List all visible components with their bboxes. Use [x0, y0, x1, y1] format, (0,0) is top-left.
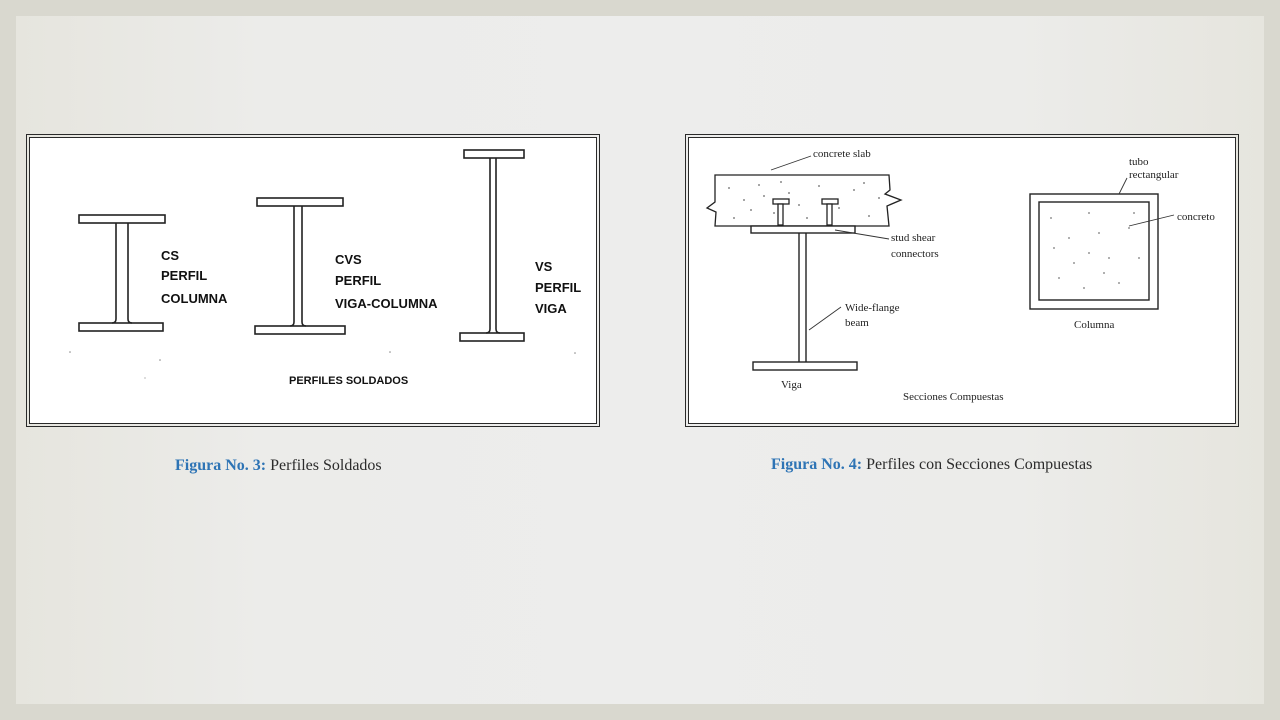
cs-line1-label: PERFIL [161, 268, 208, 283]
rectangular-label: rectangular [1129, 169, 1179, 181]
figure-4-caption [771, 456, 1092, 474]
figure-4-caption-label: Figura No. 4: [771, 456, 863, 473]
cs-line2-label: COLUMNA [161, 291, 228, 306]
cvs-line2-label: VIGA-COLUMNA [335, 296, 438, 311]
cs-i-beam-drawing [79, 215, 165, 331]
beam-label: beam [845, 317, 869, 329]
connectors-label: connectors [891, 248, 939, 260]
cvs-code-label: CVS [335, 252, 362, 267]
welded-profiles-drawing [30, 138, 596, 423]
vs-line2-label: VIGA [535, 301, 567, 316]
vs-line1-label: PERFIL [535, 280, 582, 295]
figure-3-welded-profiles [29, 137, 597, 424]
columna-label: Columna [1074, 319, 1115, 331]
column-concrete-dots [1050, 212, 1140, 289]
composite-sections-drawing [689, 138, 1235, 423]
viga-label: Viga [781, 379, 802, 391]
cvs-i-beam-drawing [255, 198, 345, 334]
vs-code-label: VS [535, 259, 553, 274]
wide-flange-label: Wide-flange [845, 302, 900, 314]
wide-flange-beam-drawing [751, 226, 857, 370]
rectangular-tube-column-drawing [1030, 194, 1158, 309]
stud-shear-label: stud shear [891, 232, 936, 244]
cs-code-label: CS [161, 248, 180, 263]
concrete-slab-label: concrete slab [813, 148, 871, 160]
figure-3-caption-label: Figura No. 3: [175, 457, 267, 474]
figure-4-caption-text: Perfiles con Secciones Compuestas [862, 456, 1093, 473]
concrete-slab-drawing [707, 175, 901, 226]
cvs-line1-label: PERFIL [335, 273, 382, 288]
vs-i-beam-drawing [460, 150, 524, 341]
concreto-label: concreto [1177, 211, 1215, 223]
figure-3-caption-text: Perfiles Soldados [266, 457, 382, 474]
welded-profiles-title: PERFILES SOLDADOS [289, 375, 409, 387]
composite-sections-title: Secciones Compuestas [903, 391, 1004, 403]
figure-3-caption [175, 457, 382, 475]
tubo-label: tubo [1129, 156, 1149, 168]
figure-4-composite-sections [688, 137, 1236, 424]
